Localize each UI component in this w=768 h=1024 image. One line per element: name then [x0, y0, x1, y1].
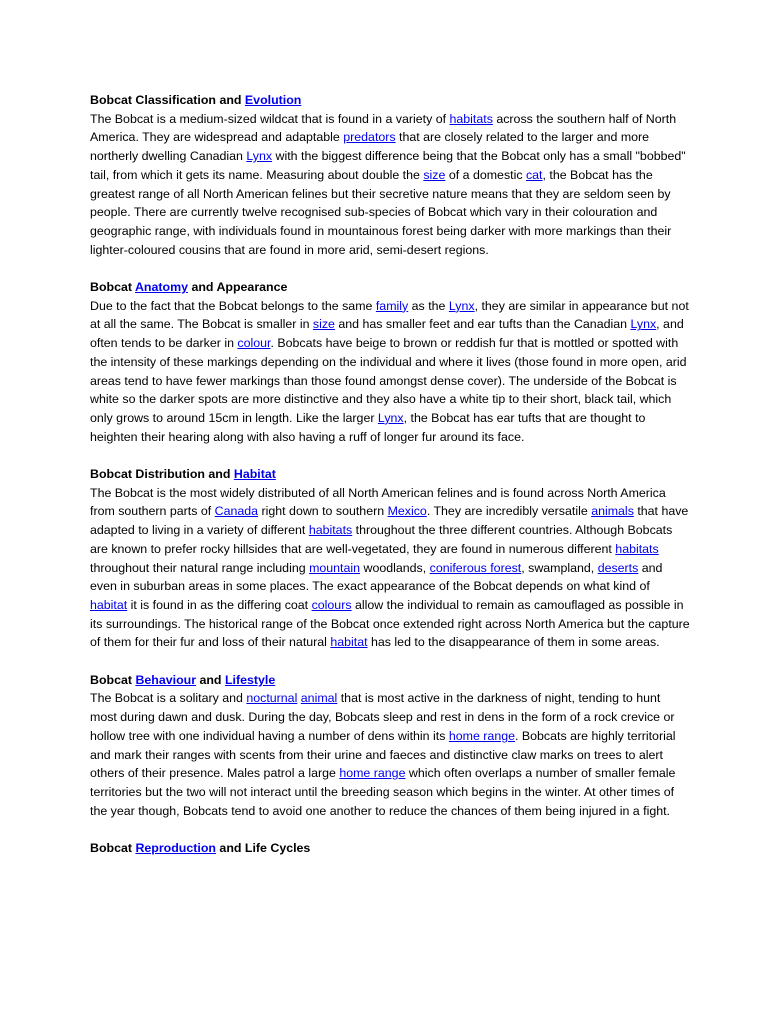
link-size[interactable]: size [312, 317, 335, 332]
link-lynx[interactable]: Lynx [377, 410, 404, 425]
section-heading [90, 91, 690, 110]
text-run: , and often tends to be darker in [90, 317, 684, 351]
text-run: , the Bobcat has ear tufts that are thought to heighten their hearing along with also having a ruff of longer fur around its face. [90, 410, 646, 444]
text-run: that is most active in the darkness of night, tending to hunt most during dawn and dusk. During the day, Bobcats sleep and rest in dens in the form of a rock crevice or hollow tree with one individual having a number of dens within its [90, 691, 675, 743]
link-predators[interactable]: predators [343, 130, 396, 145]
link-home-range[interactable]: home range [339, 766, 406, 781]
text-run: as the [408, 298, 449, 313]
section-body [90, 110, 690, 260]
link-home-range[interactable]: home range [448, 728, 515, 743]
text-run: Due to the fact that the Bobcat belongs to the same [90, 298, 376, 313]
link-colours[interactable]: colours [311, 597, 352, 612]
text-run: The Bobcat is the most widely distributed of all North American felines and is found across North America from southern parts of [90, 485, 666, 519]
text-run: which often overlaps a number of smaller female territories but the two will not interact until the breeding season which begins in the winter. At other times of the year though, Bobcats tend to avoid one another to reduce the chances of them being injured in a fight. [90, 766, 676, 818]
link-animals[interactable]: animals [591, 504, 634, 519]
link-habitats[interactable]: habitats [449, 111, 493, 126]
section-distribution [90, 465, 690, 652]
section-classification [90, 91, 690, 259]
text-run: Bobcat Distribution and [90, 467, 234, 482]
text-run: . Bobcats are highly territorial and mark their ranges with scents from their urine and faeces and distinctive claw marks on trees to alert others of their presence. Males patrol a large [90, 728, 676, 781]
text-run: right down to southern [258, 504, 388, 519]
text-run: . They are incredibly versatile [426, 504, 592, 519]
text-run: , swampland, [521, 560, 598, 575]
link-reproduction[interactable]: Reproduction [135, 841, 216, 856]
text-run: Bobcat Classification and [90, 93, 245, 107]
link-family[interactable]: family [375, 298, 409, 313]
section-body [90, 484, 690, 652]
link-habitat[interactable]: habitat [90, 597, 128, 612]
link-behaviour[interactable]: Behaviour [135, 672, 197, 687]
link-habitat[interactable]: Habitat [233, 467, 276, 482]
section-anatomy [90, 278, 690, 446]
text-run: allow the individual to remain as camouflaged as possible in its surroundings. The historical range of the Bobcat once extended right across North America but the capture of them for their fur and loss of their natural [90, 597, 690, 650]
text-run: The Bobcat is a medium-sized wildcat that is found in a variety of [90, 111, 450, 126]
text-run: has led to the disappearance of them in some areas. [367, 635, 660, 650]
text-run: throughout the three different countries. Although Bobcats are known to prefer rocky hillsides that are well-vegetated, they are found in numerous different [90, 523, 673, 556]
section-reproduction [90, 839, 690, 858]
link-habitats[interactable]: habitats [615, 541, 659, 556]
link-habitats[interactable]: habitats [308, 523, 353, 538]
link-lynx[interactable]: Lynx [630, 317, 657, 332]
text-run: Bobcat [90, 280, 135, 295]
text-run: Bobcat [90, 841, 136, 856]
link-lynx[interactable]: Lynx [246, 149, 273, 164]
text-run: with the biggest difference being that the Bobcat only has a small "bobbed" tail, from which it gets its name. Measuring about double the [90, 149, 686, 182]
link-animal[interactable]: animal [300, 691, 338, 706]
link-colour[interactable]: colour [237, 336, 271, 351]
text-run: and Life Cycles [215, 841, 311, 856]
section-heading [90, 671, 690, 690]
link-cat[interactable]: cat [525, 167, 543, 182]
text-run: and has smaller feet and ear tufts than the Canadian [334, 317, 631, 332]
section-heading [90, 465, 690, 484]
link-coniferous-forest[interactable]: coniferous forest [429, 560, 522, 575]
section-body [90, 297, 690, 447]
text-run: woodlands, [360, 560, 430, 575]
text-run: that have adapted to living in a variety of different [90, 504, 689, 538]
link-lynx[interactable]: Lynx [448, 298, 475, 313]
text-run: across the southern half of North America. They are widespread and adaptable [90, 111, 677, 145]
section-heading [90, 278, 690, 297]
text-run: , the Bobcat has the greatest range of all North American felines but their secretive nature means that they are seldom seen by people. There are currently twelve recognised sub-species of Bobcat which vary in their colouration and geographic range, with individuals found in mountainous forest being darker with more markings than their lighter-coloured cousins that are found in more arid, semi-desert regions. [90, 167, 672, 257]
link-habitat[interactable]: habitat [330, 635, 368, 650]
text-run: and [196, 672, 225, 687]
section-body [90, 689, 690, 820]
text-run: The Bobcat is a solitary and [90, 691, 247, 706]
section-behaviour [90, 671, 690, 821]
text-run: throughout their natural range including [90, 560, 310, 575]
section-heading [90, 839, 690, 858]
text-run: it is found in as the differing coat [127, 597, 312, 612]
link-evolution[interactable]: Evolution [244, 93, 302, 107]
link-canada[interactable]: Canada [214, 504, 259, 519]
text-run: and Appearance [188, 280, 288, 295]
link-mountain[interactable]: mountain [309, 560, 361, 575]
text-run: , they are similar in appearance but not at all the same. The Bobcat is smaller in [90, 298, 689, 332]
link-anatomy[interactable]: Anatomy [134, 280, 188, 295]
text-run: . Bobcats have beige to brown or reddish fur that is mottled or spotted with the intensity of these markings depending on the individual and where it lives (those found in more open, arid areas tend to have fewer markings than those found amongst dense cover). The underside of the Bobcat is white so the darker spots are more distinctive and they also have a white tip to their short, black tail, which only grows to around 15cm in length. Like the larger [90, 336, 687, 425]
link-lifestyle[interactable]: Lifestyle [224, 672, 276, 687]
document-page [90, 91, 690, 876]
text-run: of a domestic [445, 167, 526, 182]
link-mexico[interactable]: Mexico [387, 504, 427, 519]
text-run: Bobcat [90, 672, 136, 687]
link-nocturnal[interactable]: nocturnal [246, 691, 298, 706]
text-run: and even in suburban areas in some places. The exact appearance of the Bobcat depends on what kind of [90, 560, 663, 594]
link-deserts[interactable]: deserts [597, 560, 639, 575]
link-size[interactable]: size [423, 167, 446, 182]
text-run: that are closely related to the larger and more northerly dwelling Canadian [90, 130, 650, 164]
